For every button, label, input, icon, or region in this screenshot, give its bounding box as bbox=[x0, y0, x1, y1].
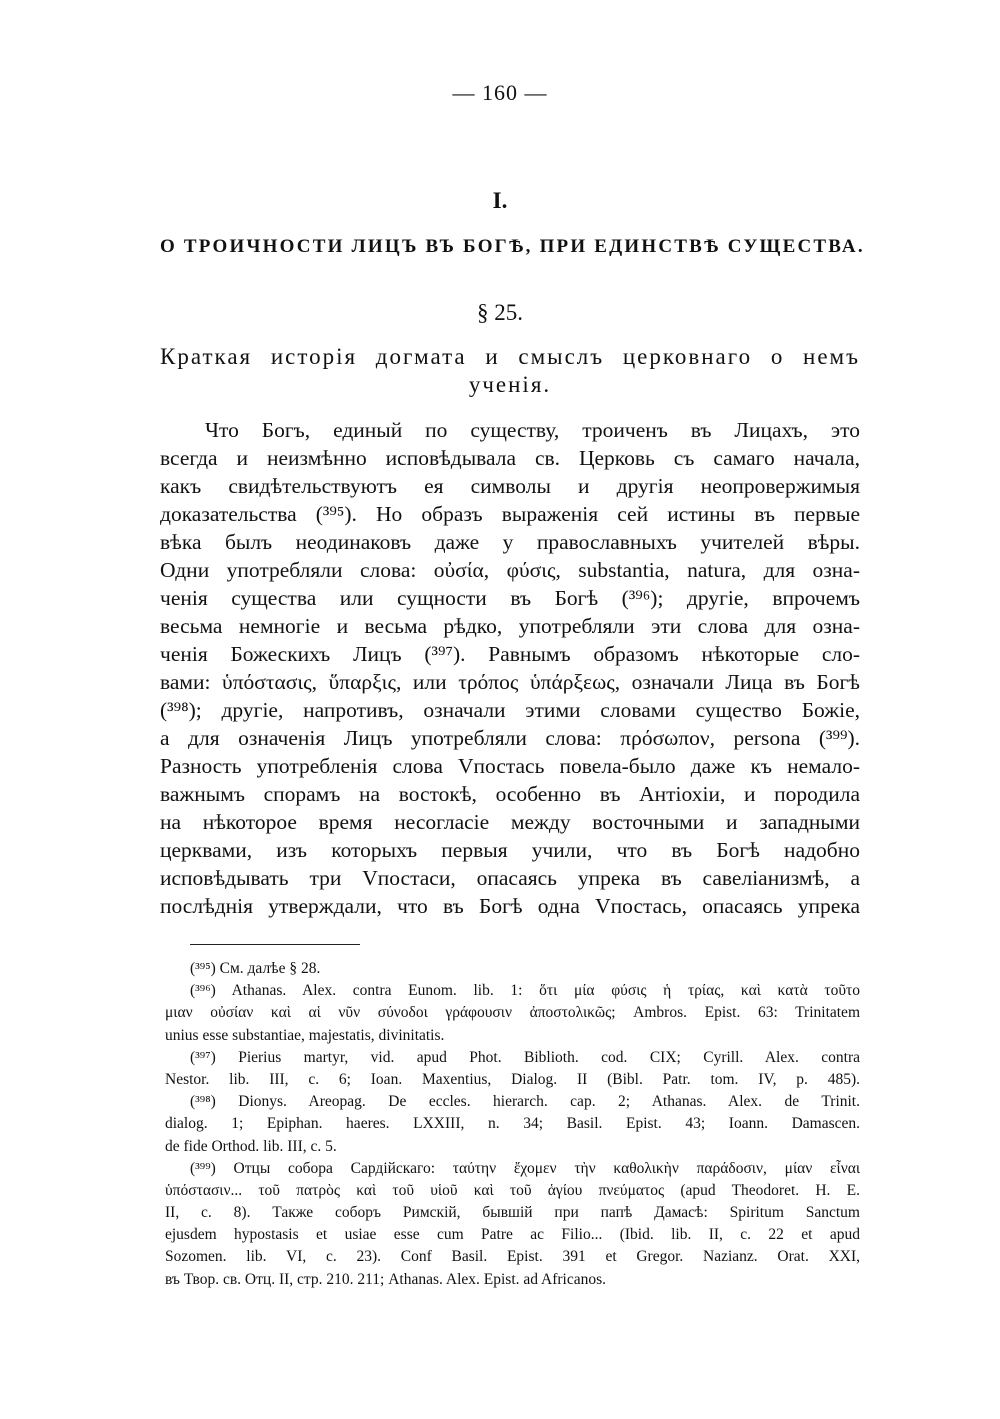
body-line: на нѣкоторое время несогласіе между восточными и западными bbox=[160, 810, 860, 834]
body-line: (³⁹⁸); другіе, напротивъ, означали этими словами существо Божіе, bbox=[160, 698, 860, 722]
body-line: вами: ὑπόστασις, ὕπαρξις, или τρόπος ὑπάρξεως, означали Лица въ Богѣ bbox=[160, 670, 860, 694]
body-line: церквами, изъ которыхъ первыя учили, что въ Богѣ надобно bbox=[160, 838, 860, 862]
body-line: всегда и неизмѣнно исповѣдывала св. Церковь съ самаго начала, bbox=[160, 446, 860, 470]
body-line: послѣднія утверждали, что въ Богѣ одна Vпостась, опасаясь упрека bbox=[160, 894, 860, 918]
body-line: весьма немногіе и весьма рѣдко, употребляли эти слова для озна- bbox=[160, 614, 860, 638]
body-line: вѣка былъ неодинаковъ даже у православныхъ учителей вѣры. bbox=[160, 530, 860, 554]
body-line: ченія Божескихъ Лицъ (³⁹⁷). Равнымъ образомъ нѣкоторые сло- bbox=[160, 642, 860, 666]
footnote-line: dialog. 1; Epiphan. haeres. LXXIII, n. 34; Basil. Epist. 43; Ioann. Damascen. bbox=[165, 1115, 860, 1133]
footnote-line: (³⁹⁵) См. далѣе § 28. bbox=[190, 960, 321, 977]
body-text bbox=[160, 416, 860, 920]
body-line: исповѣдывать три Vпостаси, опасаясь упрека въ савеліанизмѣ, а bbox=[160, 866, 860, 890]
footnote-line: unius esse substantiae, majestatis, divinitatis. bbox=[165, 1026, 445, 1044]
body-line: какъ свидѣтельствуютъ ея символы и другія неопровержимыя bbox=[160, 474, 860, 498]
footnotes bbox=[165, 958, 860, 1291]
footnote-line: (³⁹⁷) Pierius martyr, vid. apud Phot. Biblioth. cod. CIX; Cyrill. Alex. contra bbox=[190, 1048, 860, 1066]
body-line: ченія существа или сущности въ Богѣ (³⁹⁶); другіе, впрочемъ bbox=[160, 586, 860, 610]
body-line: Одни употребляли слова: οὐσία, φύσις, substantia, natura, для озна- bbox=[160, 558, 860, 582]
page-number: — 160 — bbox=[452, 80, 548, 105]
footnote-line: Sozomen. lib. VI, c. 23). Conf Basil. Epist. 391 et Gregor. Nazianz. Orat. XXI, bbox=[165, 1248, 860, 1266]
chapter-number: I. bbox=[492, 188, 508, 213]
footnote-line: въ Твор. св. Отц. II, стр. 210. 211; Athanas. Alex. Epist. ad Africanos. bbox=[165, 1270, 607, 1288]
footnote-line: Nestor. lib. III, c. 6; Ioan. Maxentius, Dialog. II (Bibl. Patr. tom. IV, p. 485). bbox=[165, 1070, 860, 1088]
body-line: Разность употребленія слова Vпостась повела-было даже къ немало- bbox=[160, 754, 860, 778]
footnote-line: (³⁹⁸) Dionys. Areopag. De eccles. hierarch. cap. 2; Athanas. Alex. de Trinit. bbox=[190, 1093, 860, 1111]
footnote-line: ejusdem hypostasis et usiae esse cum Patre ac Filio... (Ibid. lib. II, c. 22 et apud bbox=[165, 1226, 860, 1244]
footnote-line: μιαν οὐσίαν καὶ αἱ νῦν σύνοδοι γράφουσιν ἀποστολικῶς; Ambros. Epist. 63: Trinitatem bbox=[165, 1004, 860, 1022]
section-number: § 25. bbox=[477, 300, 523, 325]
footnote-line: (³⁹⁹) Отцы собора Сардійскаго: ταύτην ἔχομεν τὴν καθολικὴν παράδοσιν, μίαν εἶναι bbox=[190, 1159, 860, 1177]
body-line: а для означенія Лицъ употребляли слова: πρόσωπον, persona (³⁹⁹). bbox=[160, 726, 860, 750]
section-subtitle bbox=[160, 343, 860, 399]
footnote-divider bbox=[190, 944, 360, 945]
subtitle-line: ученія. bbox=[468, 372, 552, 397]
subtitle-line: Краткая исторія догмата и смыслъ церковнаго о немъ bbox=[160, 344, 860, 369]
footnote-line: de fide Orthod. lib. III, c. 5. bbox=[165, 1137, 337, 1155]
body-line: важнымъ спорамъ на востокѣ, особенно въ Антіохіи, и породила bbox=[160, 782, 860, 806]
footnote-line: ὑπόστασιν... τοῦ πατρὸς καὶ τοῦ υἱοῦ καὶ τοῦ ἁγίου πνεύματος (apud Theodoret. H. E. bbox=[165, 1181, 860, 1199]
footnote-line: II, c. 8). Также соборъ Римскій, бывшій при папѣ Дамасѣ: Spiritum Sanctum bbox=[165, 1204, 860, 1222]
chapter-title: О ТРОИЧНОСТИ ЛИЦЪ ВЪ БОГѢ, ПРИ ЕДИНСТВѢ СУЩЕСТВА. bbox=[160, 236, 865, 257]
body-line: доказательства (³⁹⁵). Но образъ выраженія сей истины въ первые bbox=[160, 502, 860, 526]
body-line: Что Богъ, единый по существу, троиченъ въ Лицахъ, это bbox=[205, 418, 860, 442]
footnote-line: (³⁹⁶) Athanas. Alex. contra Eunom. lib. 1: ὅτι μία φύσις ἡ τρίας, καὶ κατὰ τοῦτο bbox=[190, 982, 860, 1000]
